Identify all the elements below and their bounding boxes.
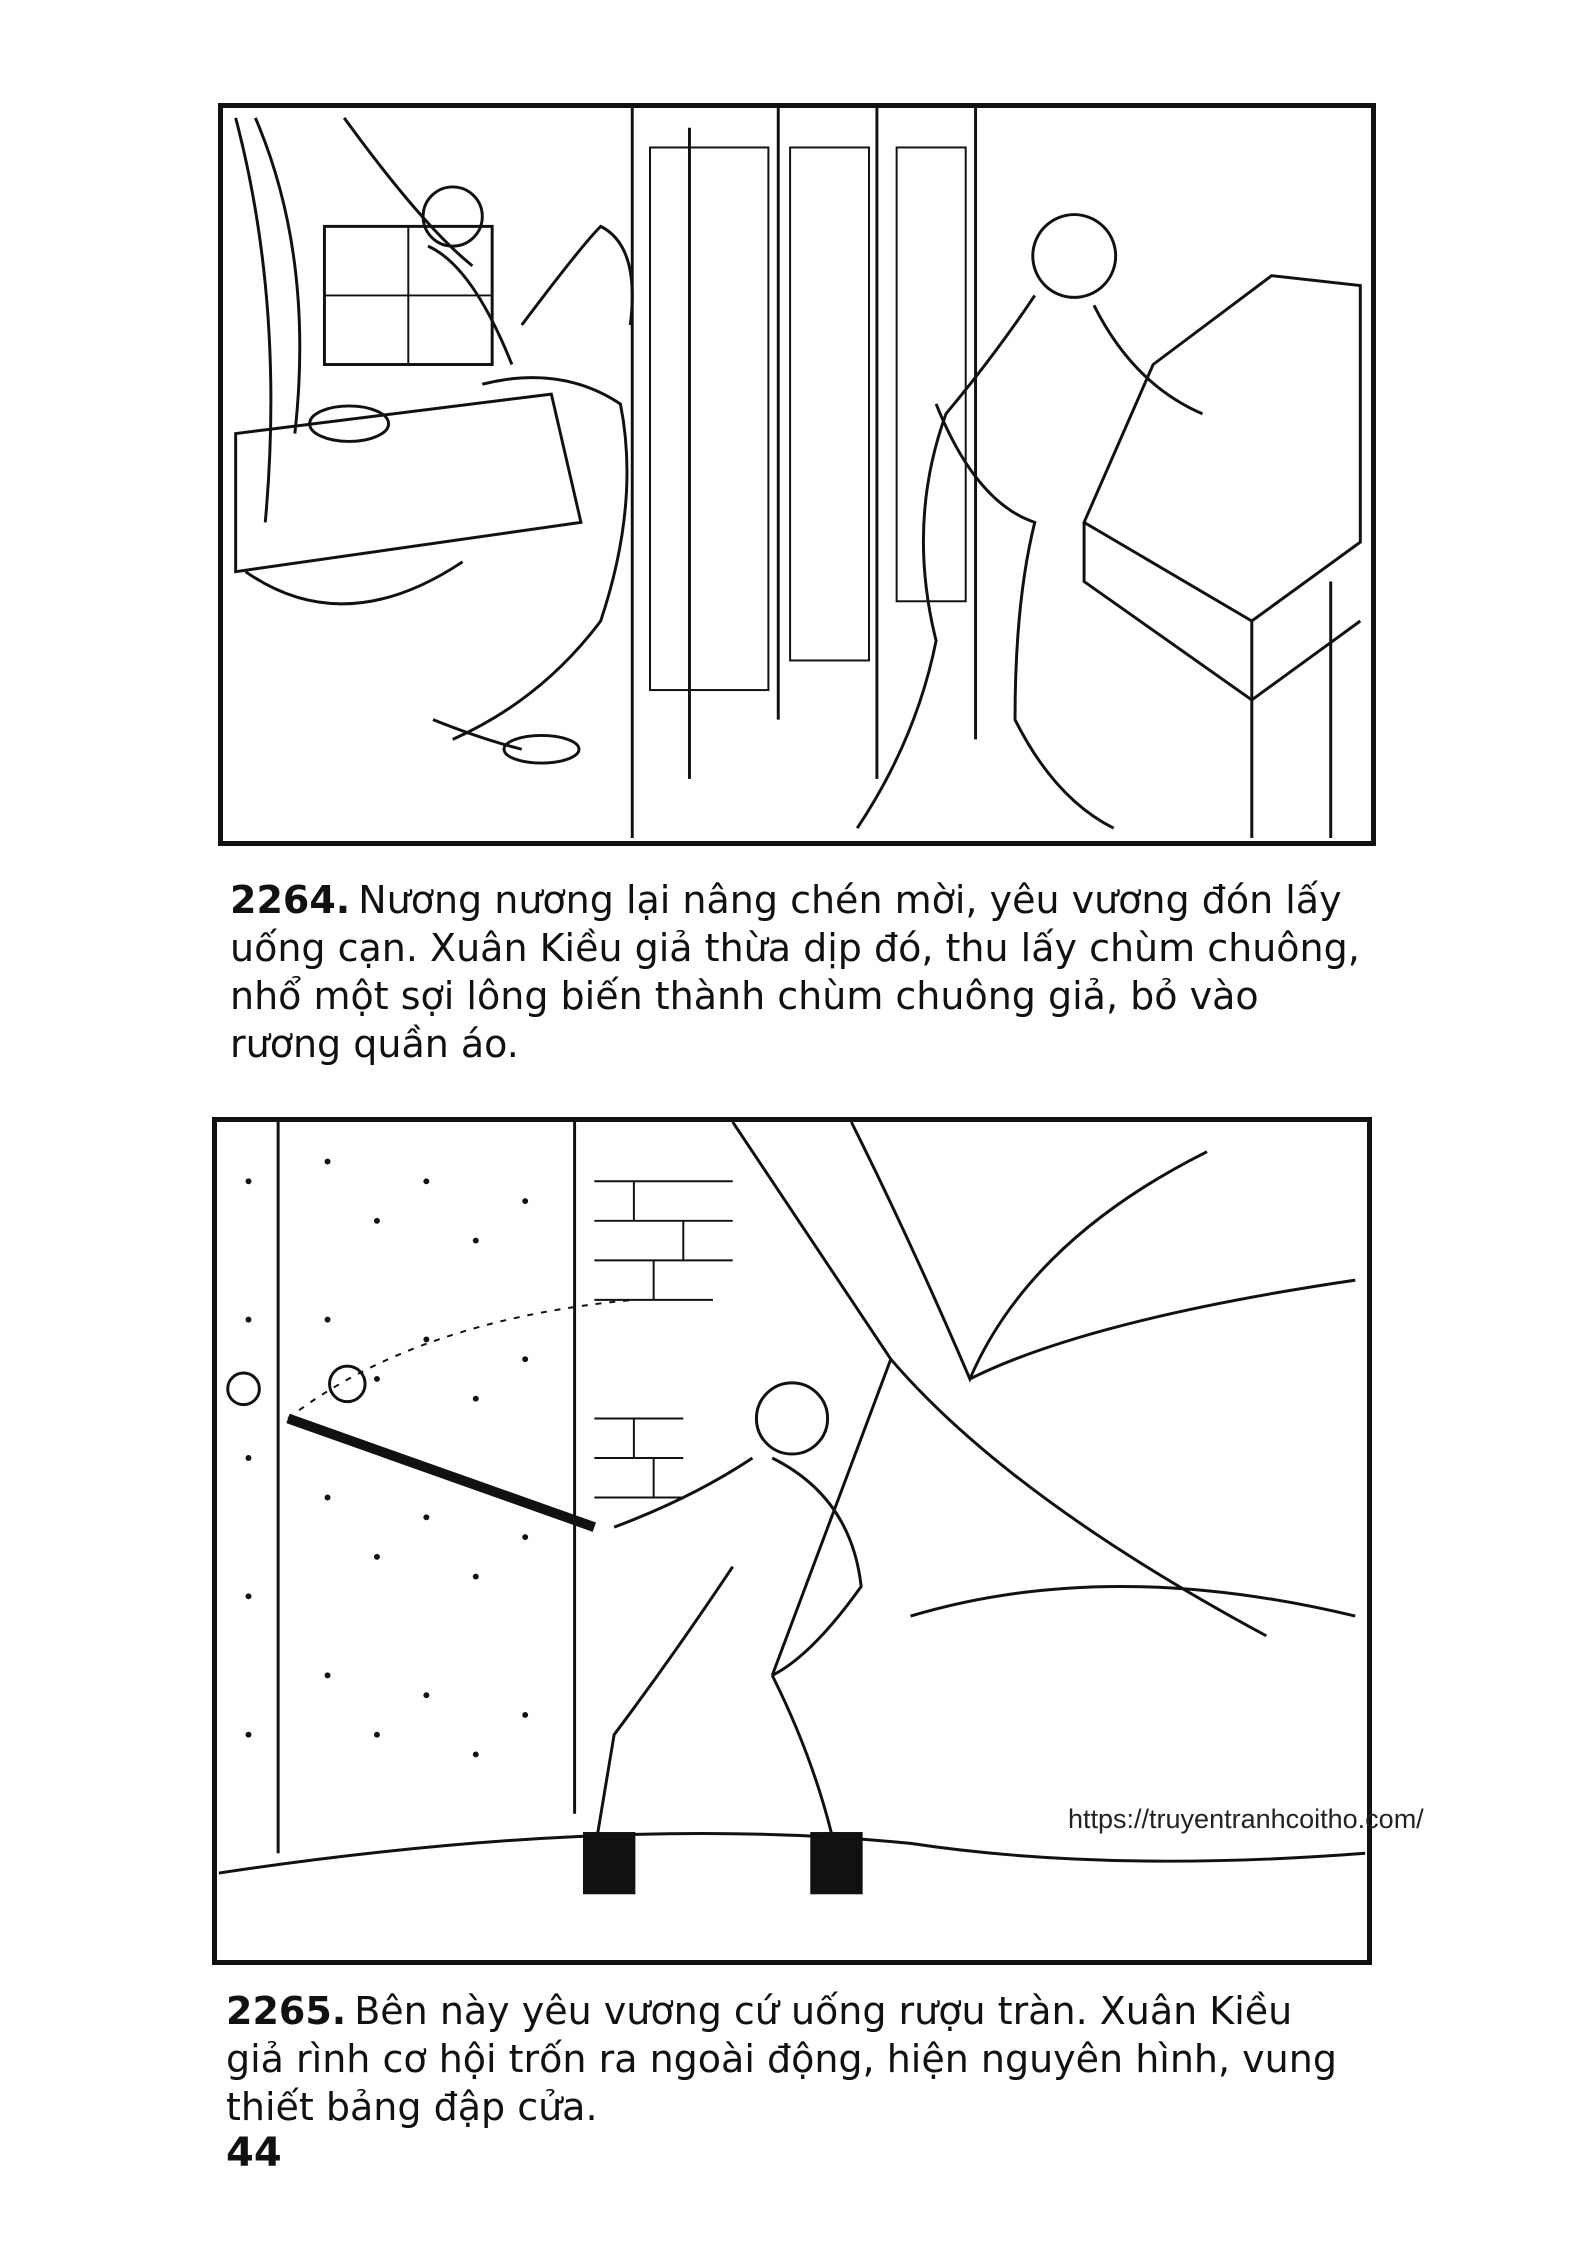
illustration-room-scene bbox=[223, 108, 1371, 841]
panel-number: 2264. bbox=[230, 878, 351, 922]
panel-caption bbox=[226, 1987, 1356, 2131]
page-number: 44 bbox=[226, 2130, 282, 2176]
caption-text: Bên này yêu vương cứ uống rượu tràn. Xuân Kiều giả rình cơ hội trốn ra ngoài động, hiện nguyên hình, vung thiết bảng đập cửa. bbox=[226, 1989, 1337, 2129]
comic-panel-2264 bbox=[218, 103, 1376, 846]
panel-number: 2265. bbox=[226, 1989, 347, 2033]
comic-panel-2265 bbox=[212, 1117, 1372, 1965]
watermark: https://truyentranhcoitho.com/ bbox=[1068, 1804, 1424, 1834]
panel-caption bbox=[230, 876, 1360, 1068]
caption-text: Nương nương lại nâng chén mời, yêu vương đón lấy uống cạn. Xuân Kiều giả thừa dịp đó, thu lấy chùm chuông, nhổ một sợi lông biến thành chùm chuông giả, bỏ vào rương quần áo. bbox=[230, 878, 1360, 1066]
